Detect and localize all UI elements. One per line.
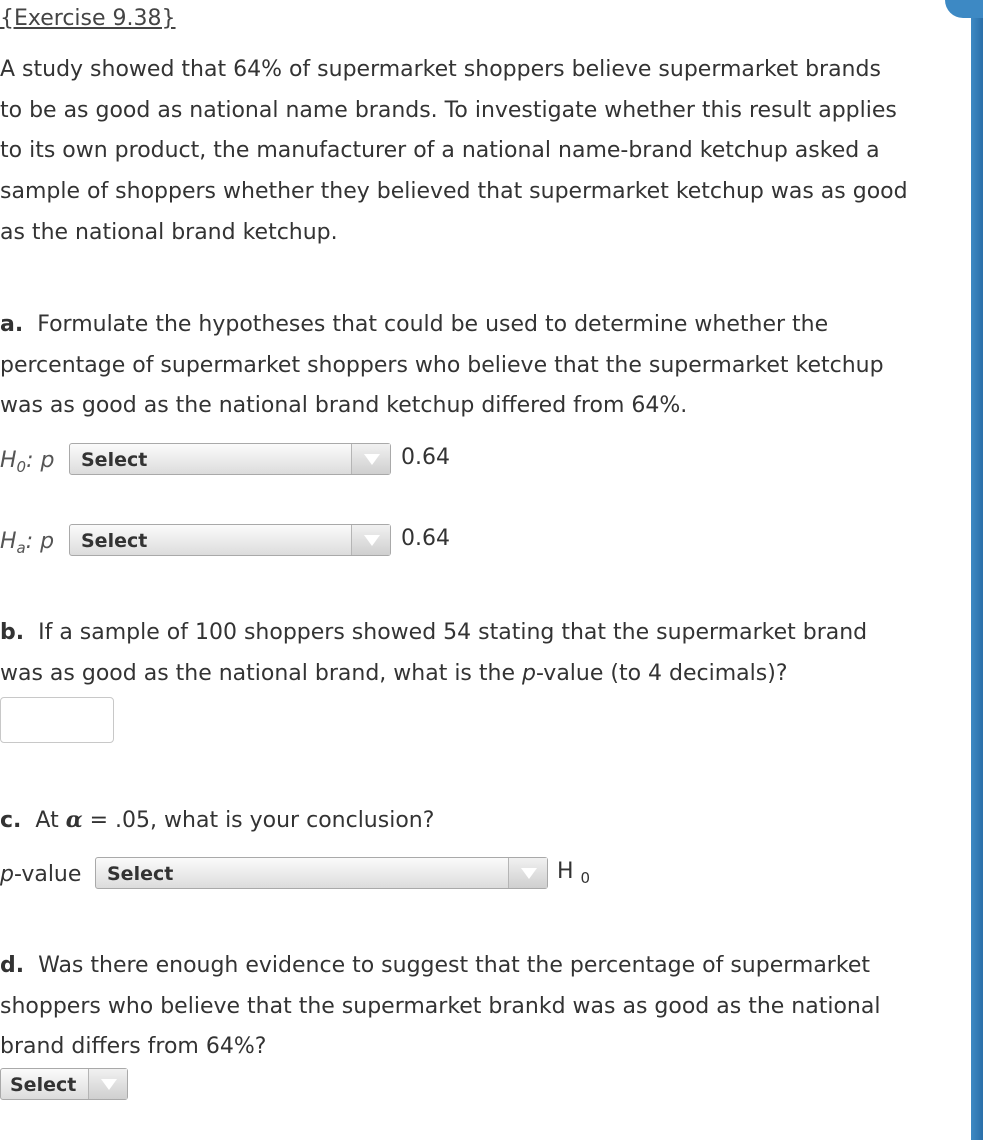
p-value-input[interactable] xyxy=(0,697,114,743)
intro-line: as the national brand ketchup. xyxy=(0,219,338,245)
dropdown-arrow-icon[interactable] xyxy=(351,444,390,474)
part-b-line: If a sample of 100 shoppers showed 54 stating that the supermarket brand xyxy=(38,620,868,645)
part-c-letter: c. xyxy=(0,808,22,833)
part-b-line: was as good as the national brand, what is the p-value (to 4 decimals)? xyxy=(0,660,788,686)
h0-operator-select[interactable] xyxy=(69,443,391,475)
evidence-select[interactable] xyxy=(0,1068,128,1100)
part-b-letter: b. xyxy=(0,620,25,645)
ha-value: 0.64 xyxy=(401,526,450,551)
conclusion-select[interactable] xyxy=(95,857,548,889)
exercise-title-link[interactable]: {Exercise 9.38} xyxy=(0,6,176,31)
h0-select-label: Select xyxy=(81,449,148,471)
dropdown-arrow-icon[interactable] xyxy=(508,858,547,888)
evidence-select-label: Select xyxy=(10,1074,77,1096)
conclusion-select-label: Select xyxy=(107,863,174,885)
part-b-question xyxy=(0,613,867,694)
intro-line: to be as good as national name brands. To investigate whether this result applies xyxy=(0,97,897,123)
h0-reference: H $_0$ xyxy=(557,859,591,887)
p-value-label: p-value xyxy=(0,861,82,887)
alternative-hypothesis-row xyxy=(0,524,500,558)
intro-line: sample of shoppers whether they believed that supermarket ketchup was as good xyxy=(0,179,908,205)
h0-value: 0.64 xyxy=(401,445,450,470)
conclusion-row xyxy=(0,857,620,891)
intro-paragraph xyxy=(0,50,908,254)
intro-line: to its own product, the manufacturer of a national name-brand ketchup asked a xyxy=(0,138,880,164)
right-scroll-bar[interactable] xyxy=(971,0,983,1140)
part-a-line: percentage of supermarket shoppers who believe that the supermarket ketchup xyxy=(0,352,884,378)
part-c-question: c. At α = .05, what is your conclusion? xyxy=(0,807,435,833)
right-panel-tab[interactable] xyxy=(945,0,983,18)
part-a-line: was as good as the national brand ketchup differed from 64%. xyxy=(0,393,688,419)
dropdown-arrow-icon[interactable] xyxy=(88,1069,127,1099)
part-d-line: brand differs from 64%? xyxy=(0,1034,267,1060)
ha-select-label: Select xyxy=(81,530,148,552)
part-d-letter: d. xyxy=(0,953,25,978)
ha-label: $H_a$: p xyxy=(0,528,55,557)
h0-label: $H_0$: p xyxy=(0,447,55,476)
dropdown-arrow-icon[interactable] xyxy=(351,525,390,555)
alpha-symbol: α xyxy=(65,807,83,833)
part-a-line: Formulate the hypotheses that could be used to determine whether the xyxy=(37,312,829,337)
null-hypothesis-row xyxy=(0,443,500,477)
part-d-line: Was there enough evidence to suggest that the percentage of supermarket xyxy=(38,953,870,978)
ha-operator-select[interactable] xyxy=(69,524,391,556)
part-d-line: shoppers who believe that the supermarket brankd was as good as the national xyxy=(0,993,881,1019)
part-a-letter: a. xyxy=(0,312,24,337)
part-d-question xyxy=(0,946,880,1068)
intro-line: A study showed that 64% of supermarket shoppers believe supermarket brands xyxy=(0,57,881,82)
evidence-row xyxy=(0,1068,140,1102)
part-a-question xyxy=(0,305,884,427)
